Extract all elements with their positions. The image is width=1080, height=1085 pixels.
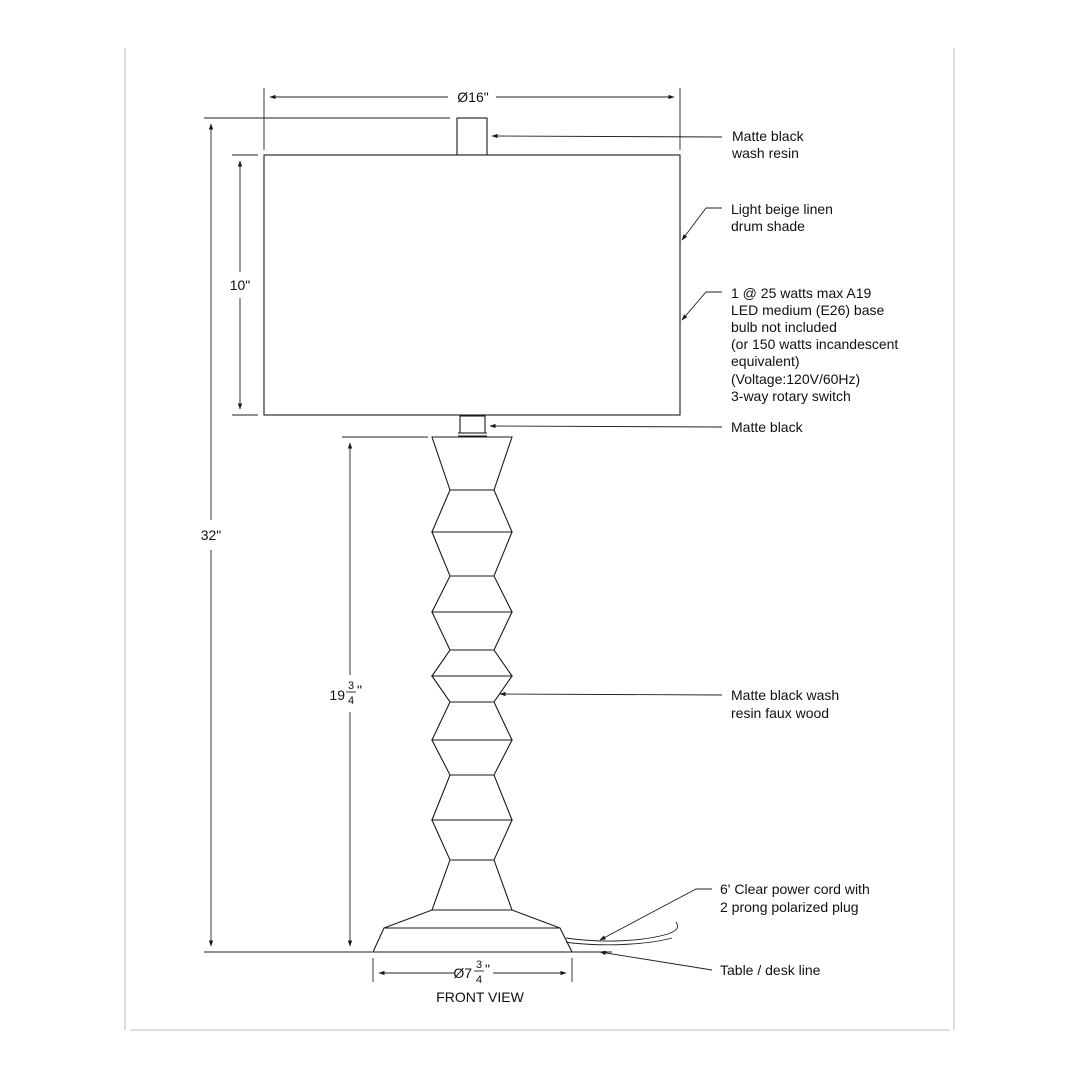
base-diameter-prefix: Ø7 (453, 965, 472, 981)
neck (460, 416, 485, 433)
callout-neck-line1: Matte black (731, 419, 803, 435)
shade-height-label: 10" (229, 277, 251, 293)
callout-shade-line2: drum shade (731, 218, 805, 234)
lamp-base (373, 910, 572, 952)
callout-shade (682, 201, 833, 240)
base-diameter-den: 4 (475, 974, 483, 986)
callout-bulb-line1: 1 @ 25 watts max A19 (731, 285, 872, 301)
callout-finial-line2: wash resin (732, 145, 799, 161)
callout-table (600, 952, 821, 978)
base-diameter-num: 3 (475, 959, 483, 971)
lamp-body (432, 437, 512, 910)
view-label: FRONT VIEW (436, 989, 524, 1005)
callout-shade-line1: Light beige linen (731, 201, 833, 217)
lamp-drawing (264, 118, 680, 952)
callout-bulb-line7: 3-way rotary switch (731, 388, 851, 404)
callout-bulb-line6: (Voltage:120V/60Hz) (731, 371, 861, 387)
callout-cord-line2: 2 prong polarized plug (720, 899, 859, 915)
callout-table-line1: Table / desk line (720, 962, 821, 978)
callout-body (500, 687, 839, 721)
callout-bulb-line2: LED medium (E26) base (731, 302, 885, 318)
callout-cord (600, 881, 870, 940)
callout-body-line2: resin faux wood (731, 705, 830, 721)
dim-base-diameter (373, 958, 572, 986)
body-height-den: 4 (347, 695, 355, 707)
callout-finial-line1: Matte black (732, 128, 804, 144)
power-cord (566, 922, 678, 941)
callout-bulb-line3: bulb not included (731, 319, 837, 335)
overall-height-label: 32" (200, 527, 222, 543)
callout-neck (490, 419, 804, 435)
base-diameter-unit: " (485, 961, 490, 977)
callout-body-line1: Matte black wash (731, 687, 840, 703)
dim-shade-height (230, 155, 258, 415)
callout-bulb-line5: equivalent) (731, 353, 800, 369)
callout-bulb-line4: (or 150 watts incandescent (731, 336, 899, 352)
drum-shade (264, 155, 680, 415)
body-height-unit: " (357, 682, 362, 698)
dim-body-height (329, 437, 428, 952)
shade-diameter-label: Ø16" (457, 89, 489, 105)
body-height-num: 3 (347, 680, 355, 692)
body-height-whole: 19 (329, 687, 345, 703)
callout-bulb (682, 285, 898, 404)
callout-cord-line1: 6' Clear power cord with (720, 881, 870, 897)
finial (457, 118, 487, 155)
